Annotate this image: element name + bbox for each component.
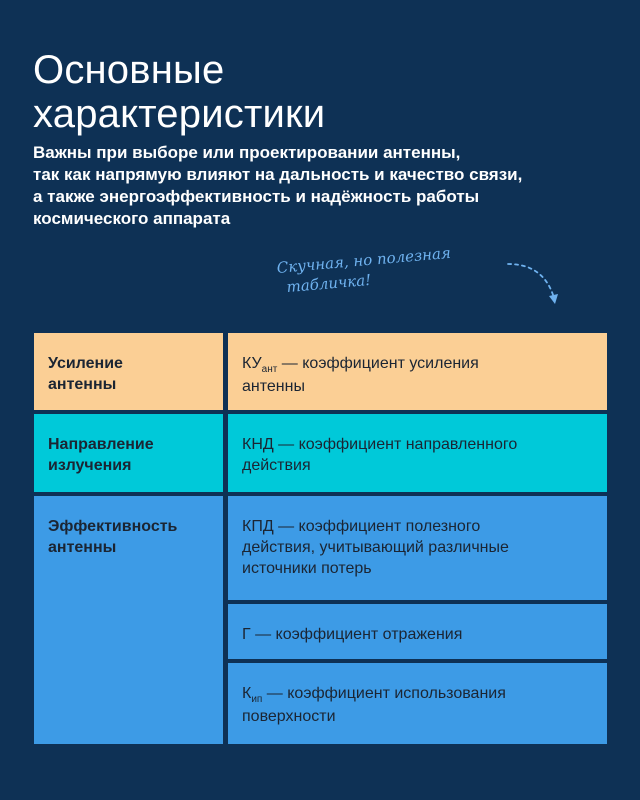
kpd-line-1: КПД — коэффициент полезного: [242, 518, 481, 535]
row-efficiency-kpd: [228, 496, 607, 600]
dashed-arrow-icon: [500, 258, 570, 310]
row-gain-definition: [228, 333, 607, 410]
row-efficiency-usage: [228, 663, 607, 744]
gain-def-text: — коэффициент усиления: [277, 355, 479, 372]
gain-abbr: КУ: [242, 355, 262, 372]
row-gain-label-line-2: антенны: [48, 376, 117, 393]
row-direction-label-line-1: Направление: [48, 436, 154, 453]
subtitle-line-3: а также энергоэффективность и надёжность работы: [33, 187, 480, 206]
subtitle-line-1: Важны при выборе или проектировании антенны,: [33, 143, 461, 162]
page-title: [33, 48, 593, 136]
row-efficiency-label: [34, 496, 223, 744]
row-gain-definition-line-1: [242, 353, 593, 376]
page-title-line-2: характеристики: [33, 92, 326, 136]
usage-line-2: поверхности: [242, 708, 336, 725]
handwritten-note-line-2: табличка!: [285, 270, 372, 297]
row-direction-definition-line-1: КНД — коэффициент направленного: [242, 436, 518, 453]
row-direction-definition: [228, 414, 607, 492]
row-direction-label-line-2: излучения: [48, 457, 132, 474]
page-subtitle: [33, 142, 613, 230]
reflection-text: Г — коэффициент отражения: [242, 626, 463, 643]
subtitle-line-4: космического аппарата: [33, 209, 231, 228]
usage-def-text: — коэффициент использования: [262, 685, 506, 702]
handwritten-note-line-1: Скучная, но полезная: [276, 243, 452, 277]
row-gain-label-line-1: Усиление: [48, 355, 123, 372]
subtitle-line-2: так как напрямую влияют на дальность и качество связи,: [33, 165, 523, 184]
row-direction-definition-line-2: действия: [242, 457, 311, 474]
row-gain-definition-line-2: антенны: [242, 378, 305, 395]
gain-abbr-subscript: ант: [261, 364, 278, 375]
row-direction-label: [34, 414, 223, 492]
row-efficiency-label-line-1: Эффективность: [48, 518, 178, 535]
handwritten-note: [276, 237, 519, 306]
usage-abbr-subscript: ип: [251, 694, 263, 705]
row-efficiency-label-line-2: антенны: [48, 539, 117, 556]
usage-abbr: К: [242, 685, 252, 702]
kpd-line-2: действия, учитывающий различные: [242, 539, 509, 556]
usage-line-1: [242, 683, 593, 706]
row-efficiency-reflection: [228, 604, 607, 659]
kpd-line-3: источники потерь: [242, 560, 372, 577]
page-title-line-1: Основные: [33, 48, 225, 92]
row-gain-label: [34, 333, 223, 410]
